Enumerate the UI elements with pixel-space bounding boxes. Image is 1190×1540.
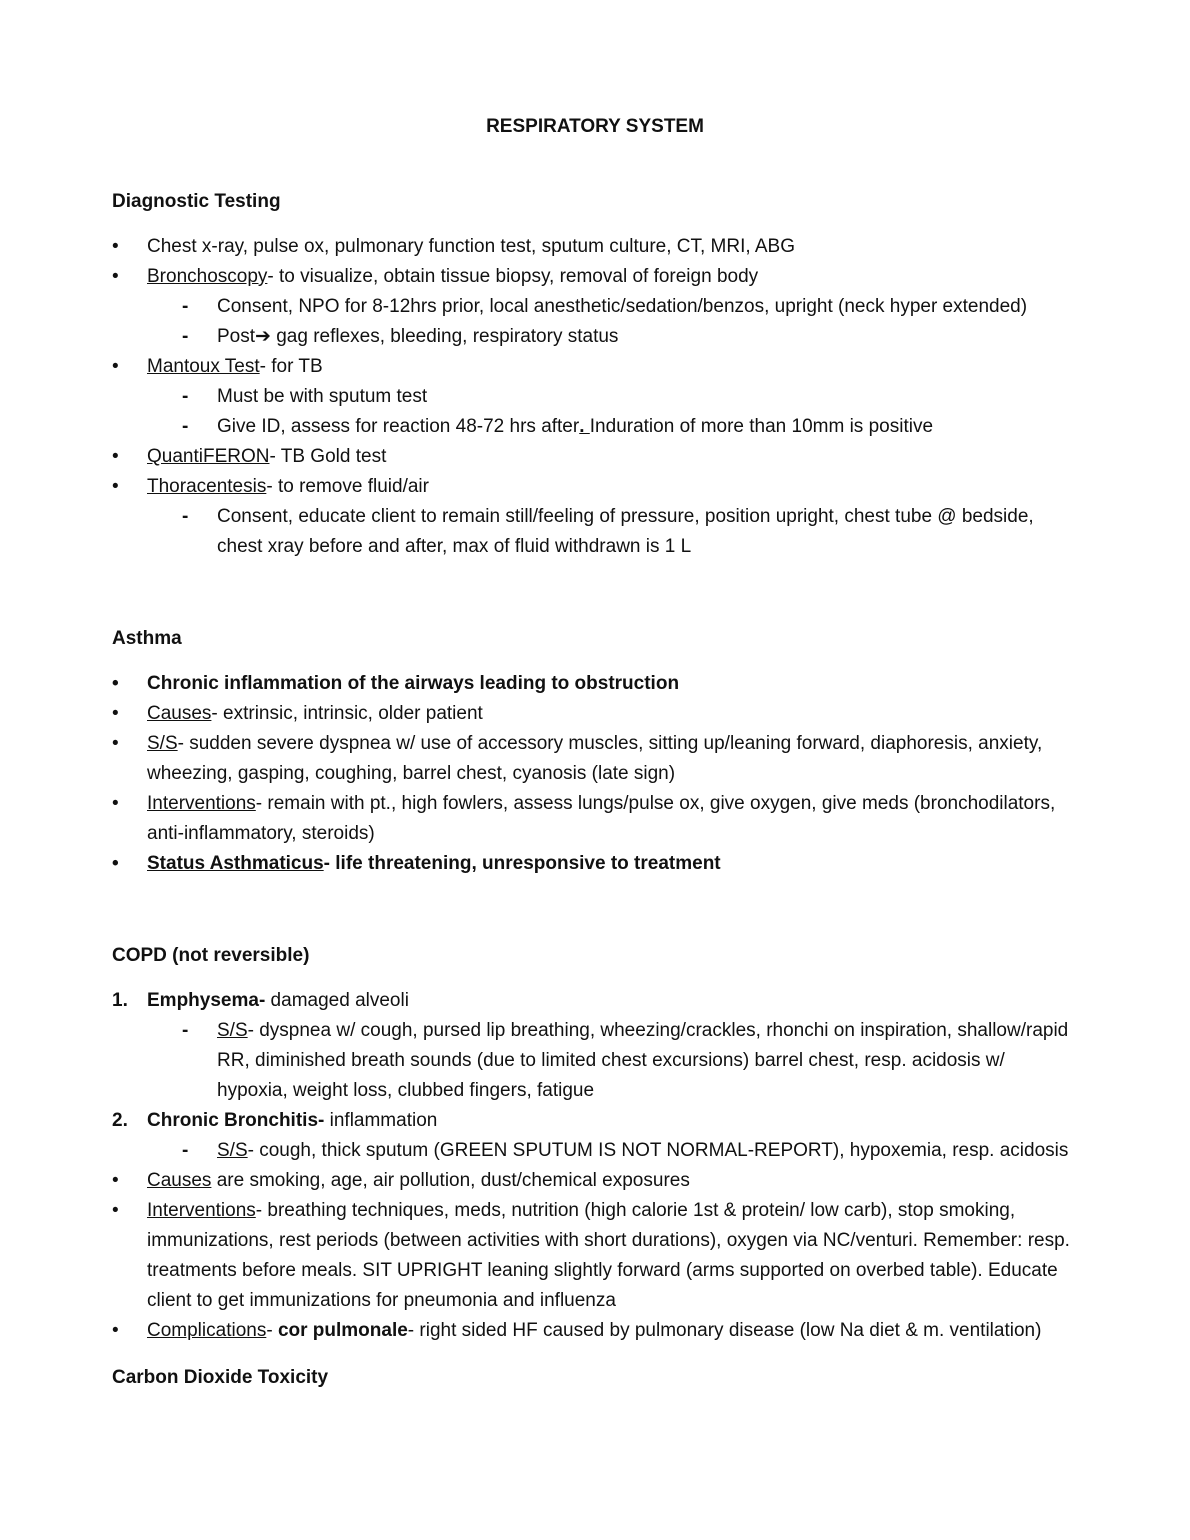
- bullet-icon: [112, 232, 119, 262]
- bullet-icon: [112, 789, 119, 819]
- list-item: • Mantoux Test- for TB: [112, 352, 1072, 382]
- bullet-icon: [112, 699, 119, 729]
- numbered-item: 2. Chronic Bronchitis- inflammation: [112, 1110, 438, 1131]
- bullet-icon: [112, 1316, 119, 1346]
- dash-icon: -: [182, 386, 189, 407]
- sub-item: - Give ID, assess for reaction 48-72 hrs after. Induration of more than 10mm is positive: [112, 412, 1072, 442]
- sub-item: - Consent, NPO for 8-12hrs prior, local anesthetic/sedation/benzos, upright (neck hyper extended): [112, 292, 1072, 322]
- sub-item: - Must be with sputum test: [112, 382, 1072, 412]
- carbon-dioxide-toxicity-heading: Carbon Dioxide Toxicity: [112, 1367, 329, 1388]
- asthma-list: [112, 669, 1072, 879]
- list-item: • Bronchoscopy- to visualize, obtain tissue biopsy, removal of foreign body: [112, 262, 1072, 292]
- page-title: RESPIRATORY SYSTEM: [486, 116, 704, 137]
- list-item: • Chest x-ray, pulse ox, pulmonary function test, sputum culture, CT, MRI, ABG: [112, 232, 1072, 262]
- bullet-icon: [112, 849, 119, 879]
- term-thoracentesis: Thoracentesis: [147, 476, 267, 497]
- list-item: • S/S- sudden severe dyspnea w/ use of accessory muscles, sitting up/leaning forward, diaphoresis, anxiety, wheezing, gasping, coughing, barrel chest, cyanosis (late sign): [112, 729, 1072, 789]
- sub-item: - S/S- dyspnea w/ cough, pursed lip breathing, wheezing/crackles, rhonchi on inspiration, shallow/rapid RR, diminished breath sounds (due to limited chest excursions) barrel chest, resp. acidosis w/ hypoxia, weight loss, clubbed fingers, fatigue: [112, 1016, 1072, 1106]
- bullet-icon: [112, 262, 119, 292]
- list-item: • Thoracentesis- to remove fluid/air: [112, 472, 1072, 502]
- bullet-icon: [112, 669, 119, 699]
- list-item: • Causes are smoking, age, air pollution, dust/chemical exposures: [112, 1166, 1072, 1196]
- diagnostic-list: [112, 232, 1072, 562]
- asthma-heading: Asthma: [112, 628, 182, 649]
- numbered-item: 1. Emphysema- damaged alveoli: [112, 990, 409, 1011]
- dash-icon: -: [182, 416, 189, 437]
- bullet-icon: [112, 442, 119, 472]
- dash-icon: -: [182, 506, 189, 527]
- list-item: • Status Asthmaticus- life threatening, unresponsive to treatment: [112, 849, 1072, 879]
- list-item: • Complications- cor pulmonale- right sided HF caused by pulmonary disease (low Na diet & m. ventilation): [112, 1316, 1072, 1346]
- sub-item: - Consent, educate client to remain still/feeling of pressure, position upright, chest tube @ bedside, chest xray before and after, max of fluid withdrawn is 1 L: [112, 502, 1072, 562]
- list-item: • QuantiFERON- TB Gold test: [112, 442, 1072, 472]
- term-bronchoscopy: Bronchoscopy: [147, 266, 268, 287]
- list-item: • Causes- extrinsic, intrinsic, older patient: [112, 699, 1072, 729]
- bullet-icon: [112, 1196, 119, 1226]
- bullet-icon: [112, 352, 119, 382]
- term-mantoux-test: Mantoux Test: [147, 356, 260, 377]
- dash-icon: -: [182, 326, 189, 347]
- sub-item: - S/S- cough, thick sputum (GREEN SPUTUM IS NOT NORMAL-REPORT), hypoxemia, resp. acidosis: [112, 1136, 1072, 1166]
- term-quantiferon: QuantiFERON: [147, 446, 270, 467]
- bullet-icon: [112, 1166, 119, 1196]
- bullet-icon: [112, 729, 119, 759]
- list-item: • Interventions- remain with pt., high fowlers, assess lungs/pulse ox, give oxygen, give meds (bronchodilators, anti-inflammatory, steroids): [112, 789, 1072, 849]
- copd-list: [112, 986, 1072, 1346]
- arrow-right-icon: ➔: [255, 326, 271, 347]
- dash-icon: -: [182, 1020, 189, 1041]
- diagnostic-testing-heading: Diagnostic Testing: [112, 191, 281, 212]
- list-item: • Chronic inflammation of the airways leading to obstruction: [112, 669, 1072, 699]
- bullet-icon: [112, 472, 119, 502]
- list-item: • Interventions- breathing techniques, meds, nutrition (high calorie 1st & protein/ low carb), stop smoking, immunizations, rest periods (between activities with short durations), oxygen via NC/venturi. Remember: resp. treatments before meals. SIT UPRIGHT leaning slightly forward (arms supported on overbed table). Educate client to get immunizations for pneumonia and influenza: [112, 1196, 1072, 1316]
- dash-icon: -: [182, 296, 189, 317]
- dash-icon: -: [182, 1140, 189, 1161]
- sub-item: - Post➔ gag reflexes, bleeding, respiratory status: [112, 322, 1072, 352]
- copd-heading: COPD (not reversible): [112, 945, 310, 966]
